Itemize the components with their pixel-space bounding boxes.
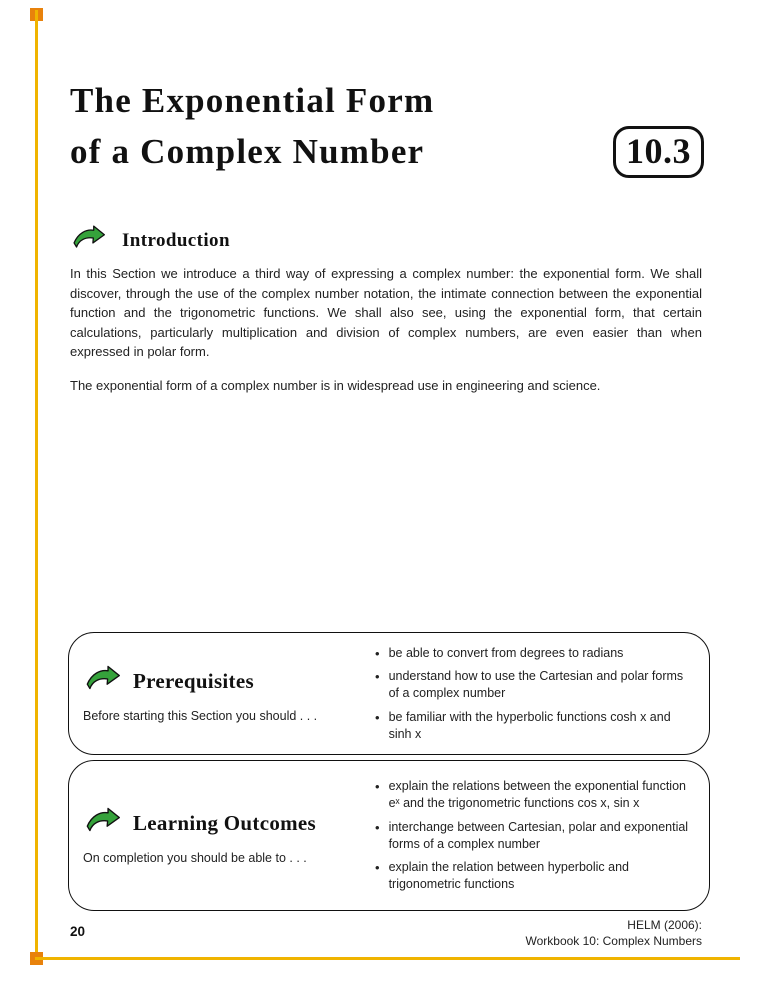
accent-bottom-rule [35, 957, 740, 960]
bullet-item [375, 778, 689, 812]
bullet-text: • explain the relation between hyperbolic and trigonometric functions [388, 860, 630, 891]
intro-paragraph-2: The exponential form of a complex number is in widespread use in engineering and science. [70, 377, 601, 393]
learning-outcomes-subtext: On completion you should be able to . . . [83, 851, 307, 865]
prerequisites-heading: Prerequisites [133, 669, 254, 693]
bullet-text: • understand how to use the Cartesian and polar forms of a complex number [388, 669, 684, 700]
page-number: 20 [70, 924, 86, 939]
learning-outcomes-bullet-list [375, 772, 689, 900]
intro-paragraph-1: In this Section we introduce a third way of expressing a complex number: the exponential form. We shall discover, through the use of the complex number notation, the intimate connection between the exponential function and the trigonometric functions. We shall also see, using the exponential form, that certain calculations, particularly multiplication and division of complex numbers, are even easier than when expressed in polar form. [70, 266, 702, 359]
helm-arrow-icon [83, 806, 121, 841]
bullet-text: • be able to convert from degrees to radians [388, 645, 624, 660]
footer-credit-line-1: HELM (2006): [627, 918, 702, 932]
title-line-1: The Exponential Form [70, 81, 435, 120]
bullet-item [375, 859, 689, 893]
bullet-item [375, 645, 689, 662]
bullet-item [375, 819, 689, 853]
learning-outcomes-heading: Learning Outcomes [133, 811, 317, 835]
bullet-text: • be familiar with the hyperbolic functions cosh x and sinh x [388, 709, 671, 741]
helm-arrow-icon [83, 664, 121, 699]
footer-credit-line-2: Workbook 10: Complex Numbers [525, 933, 702, 948]
helm-arrow-icon [70, 224, 106, 257]
prerequisites-bullet-list [375, 638, 689, 749]
summary-boxes [68, 632, 710, 916]
prerequisites-subtext: Before starting this Section you should . . . [83, 709, 318, 723]
prerequisites-box [68, 632, 710, 755]
bullet-text: • explain the relations between the exponential function eˣ and the trigonometric functions cos x, sin x [388, 779, 686, 810]
bullet-text: • interchange between Cartesian, polar and exponential forms of a complex number [388, 819, 689, 851]
introduction-heading: Introduction [122, 229, 230, 251]
introduction-header [70, 224, 230, 257]
footer-credit [525, 918, 702, 949]
title-line-2: of a Complex Number [70, 132, 425, 171]
introduction-body [70, 264, 702, 409]
bullet-item [375, 668, 689, 702]
learning-outcomes-box [68, 760, 710, 911]
accent-vertical-rule [35, 10, 38, 959]
bullet-item [375, 709, 689, 743]
page-title [70, 76, 704, 178]
section-number-badge: 10.3 [613, 126, 704, 178]
